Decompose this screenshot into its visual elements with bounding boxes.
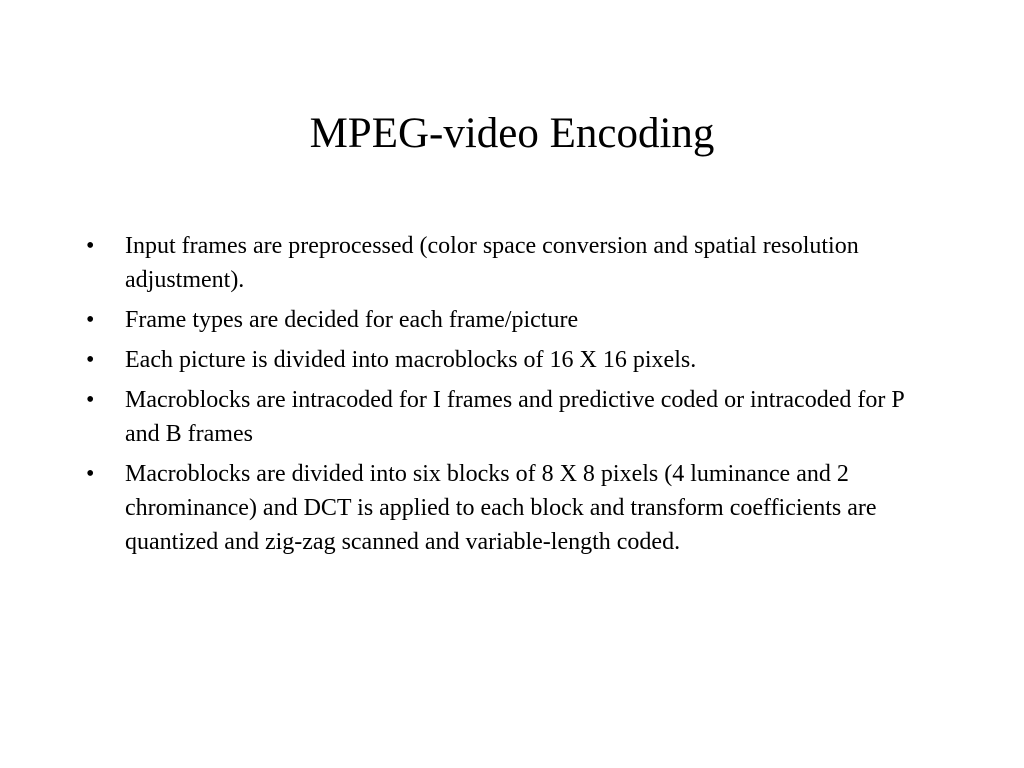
bullet-text: Macroblocks are divided into six blocks of 8 X 8 pixels (4 luminance and 2 chrominance) and DCT is applied to each block and transform coefficients are quantized and zig-zag scanned and variable-length coded.: [125, 461, 877, 555]
bullet-text: Macroblocks are intracoded for I frames and predictive coded or intracoded for P and B frames: [125, 387, 904, 447]
bullet-point-icon: •: [86, 307, 95, 333]
bullet-item: [86, 343, 936, 377]
slide-title: MPEG-video Encoding: [309, 110, 715, 157]
bullet-text: Input frames are preprocessed (color space conversion and spatial resolution adjustment).: [125, 233, 859, 293]
bullet-point-icon: •: [86, 233, 95, 259]
bullet-item: [86, 383, 936, 451]
bullet-item: [86, 457, 936, 559]
bullet-point-icon: •: [86, 347, 95, 373]
bullet-item: [86, 303, 936, 337]
bullet-text: Each picture is divided into macroblocks of 16 X 16 pixels.: [125, 347, 697, 373]
bullet-point-icon: •: [86, 461, 95, 487]
bullet-point-icon: •: [86, 387, 95, 413]
bullet-item: [86, 229, 936, 297]
bullet-list: [86, 229, 936, 565]
bullet-text: Frame types are decided for each frame/picture: [125, 307, 579, 333]
